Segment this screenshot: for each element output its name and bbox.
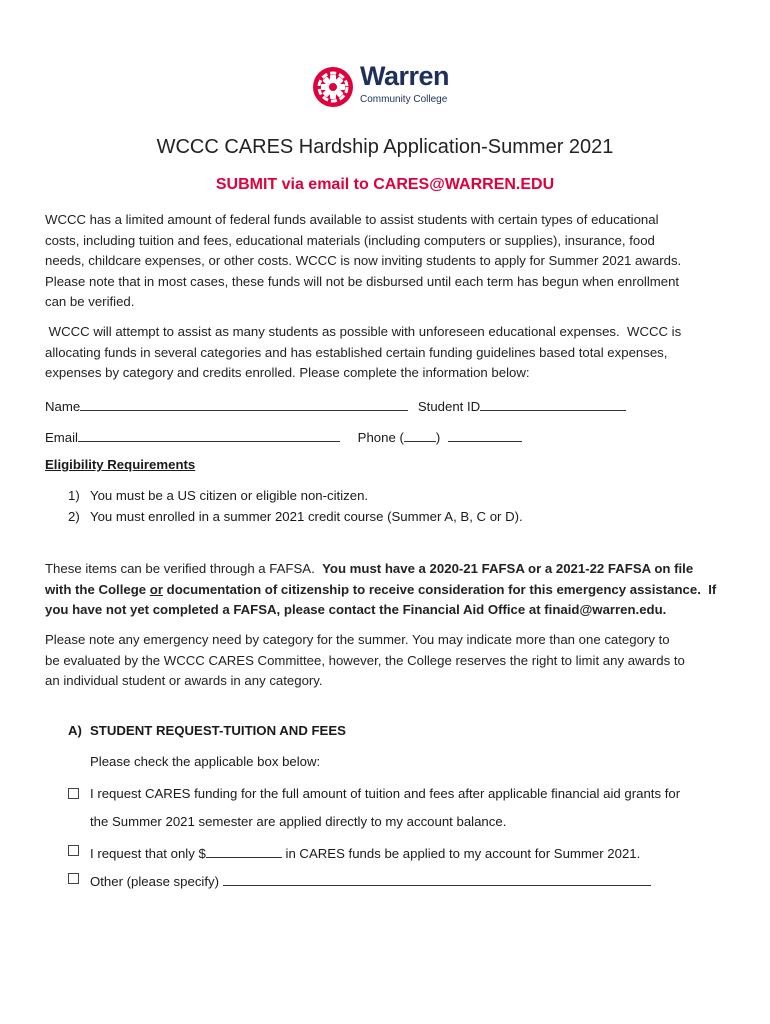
section-a-instruction: Please check the applicable box below: [90,754,321,769]
list-item [68,509,523,524]
section-title: STUDENT REQUEST-TUITION AND FEES [90,723,346,738]
option-label [90,843,640,861]
submit-instruction: SUBMIT via email to CARES@WARREN.EDU [215,176,555,193]
option-text: Other (please specify) [90,874,223,889]
section-a-heading [68,723,346,738]
name-row [45,396,626,414]
name-field[interactable] [80,396,408,411]
warren-logo [312,61,472,110]
list-number: 1) [68,488,80,503]
warren-seal-icon [312,66,354,108]
paragraph-line: needs, childcare expenses, or other costs. WCCC is now inviting students to apply for Summer 2021 awards. [45,253,682,269]
paragraph-line: Please note any emergency need by category for the summer. You may indicate more than one category to [45,632,670,647]
amount-field[interactable] [206,843,282,858]
paragraph-line [45,580,720,601]
list-item [68,488,368,503]
paragraph-line: allocating funds in several categories and has established certain funding guidelines based total expenses, [45,344,668,360]
email-label: Email [45,430,78,445]
student-id-field[interactable] [480,396,626,411]
list-text: You must be a US citizen or eligible non-citizen. [90,488,369,503]
fafsa-line2-end: documentation of citizenship to receive consideration for this emergency assistance. If [162,581,717,597]
option-text-pre: I request that only $ [90,846,206,861]
fafsa-bold-text: You must have a 2020-21 FAFSA or a 2021-22 FAFSA on file [322,561,694,576]
intro-paragraph [45,210,720,313]
email-row [45,427,522,445]
logo-name: Warren [360,61,450,91]
email-field[interactable] [78,427,340,442]
category-paragraph [45,630,720,692]
assist-paragraph [45,322,720,384]
logo-subtitle: Community College [360,94,448,105]
other-checkbox[interactable] [68,873,79,884]
page-title: WCCC CARES Hardship Application-Summer 2021 [156,136,614,158]
option-label-continued: the Summer 2021 semester are applied directly to my account balance. [90,814,507,829]
section-number: A) [68,723,82,738]
paragraph-line: costs, including tuition and fees, educational materials (including computers or supplies), insurance, food [45,232,655,248]
paragraph-line: WCCC has a limited amount of federal funds available to assist students with certain types of educational [45,212,659,227]
fafsa-or: or [149,581,163,597]
option-label: I request CARES funding for the full amount of tuition and fees after applicable financial aid grants for [90,786,681,801]
student-id-label: Student ID [417,399,481,414]
paragraph-line: can be verified. [45,294,135,310]
option-text-post: in CARES funds be applied to my account for Summer 2021. [281,846,641,861]
paragraph-line [45,559,720,580]
phone-close-paren: ) [435,430,441,445]
eligibility-heading: Eligibility Requirements [45,457,196,472]
paragraph-line: you have not yet completed a FAFSA, please contact the Financial Aid Office at finaid@warren.edu. [45,602,667,618]
other-specify-field[interactable] [223,871,651,886]
list-number: 2) [68,509,80,524]
fafsa-normal-text: These items can be verified through a FAFSA. [45,561,323,576]
paragraph-line: WCCC will attempt to assist as many students as possible with unforeseen educational expenses. WCCC is [45,324,682,339]
phone-label: Phone ( [357,430,404,445]
paragraph-line: an individual student or awards in any category. [45,673,323,689]
phone-area-code-field[interactable] [404,427,436,442]
partial-amount-checkbox[interactable] [68,845,79,856]
list-text: You must enrolled in a summer 2021 credit course (Summer A, B, C or D). [90,509,523,524]
fafsa-line2-start: with the College [45,581,150,597]
fafsa-paragraph [45,559,720,621]
paragraph-line: expenses by category and credits enrolled. Please complete the information below: [45,365,530,381]
full-tuition-checkbox[interactable] [68,788,79,799]
option-label [90,871,651,889]
paragraph-line: Please note that in most cases, these funds will not be disbursed until each term has begun when enrollment [45,273,680,289]
phone-number-field[interactable] [448,427,522,442]
name-label: Name [45,399,81,414]
paragraph-line: be evaluated by the WCCC CARES Committee, however, the College reserves the right to limit any awards to [45,652,685,668]
